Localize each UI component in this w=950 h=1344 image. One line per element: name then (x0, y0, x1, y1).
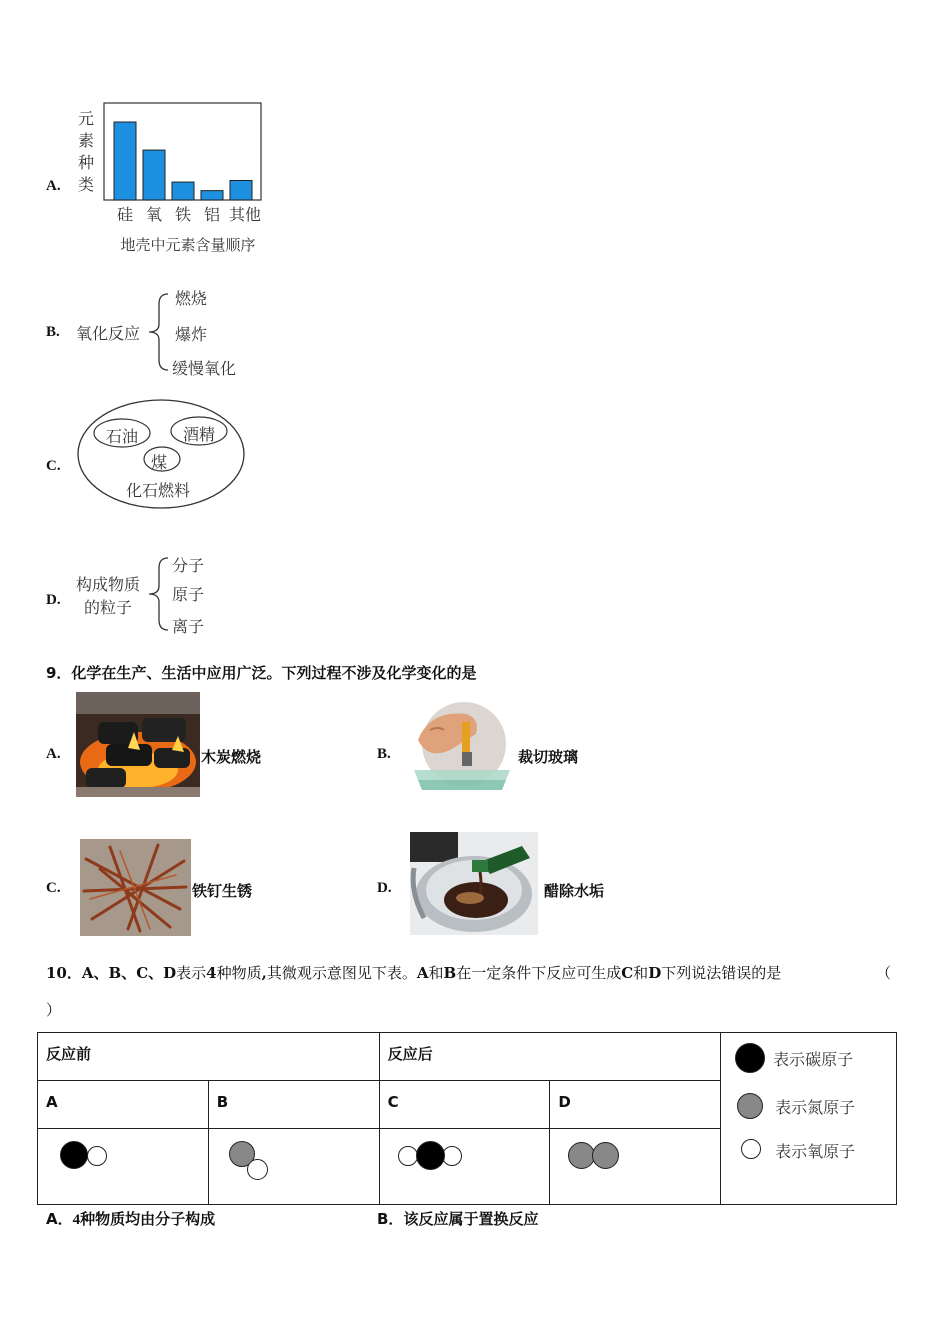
q8-option-a-letter: A. (46, 178, 61, 194)
molecule-d-cell (550, 1129, 721, 1205)
oxygen-atom-icon (398, 1146, 418, 1166)
brace-d-item-3: 离子 (172, 617, 205, 636)
q10-stem-part-12: 和 (633, 964, 649, 982)
nitrogen-atom-icon (568, 1142, 595, 1169)
bar-3 (201, 191, 223, 200)
x-tick-label-3: 铝 (203, 205, 221, 224)
q10-stem-part-5: , (261, 964, 267, 982)
bar-0 (114, 122, 136, 200)
molecule-b-cell (208, 1129, 379, 1205)
legend-oxygen: 表示氧原子 (775, 1142, 856, 1161)
particles-root-line2: 的粒子 (84, 598, 133, 617)
col-a-header: A (38, 1081, 209, 1129)
q10-option-a-num: 4 (72, 1212, 81, 1228)
q10-stem (46, 962, 896, 983)
nitrogen-atom-icon (592, 1142, 619, 1169)
brace-d (143, 554, 173, 636)
carbon-atom-icon (416, 1141, 445, 1170)
legend-carbon: 表示碳原子 (773, 1050, 854, 1069)
x-tick-label-1: 氧 (145, 205, 163, 224)
q10-stem-part-8: 和 (428, 964, 444, 982)
venn-item-coal: 煤 (151, 453, 168, 472)
q10-option-b-text: 该反应属于置换反应 (403, 1210, 539, 1228)
x-tick-label-0: 硅 (116, 205, 134, 224)
q10-option-a-letter: A． (46, 1210, 73, 1228)
x-tick-label-2: 铁 (174, 205, 192, 224)
q9-option-b-letter: B. (377, 746, 391, 762)
q9-option-a-letter: A. (46, 746, 61, 762)
vinegar-kettle-image (410, 832, 538, 935)
carbon-atom-icon (60, 1141, 88, 1169)
bar-1 (143, 150, 165, 200)
glass-cutting-image (410, 700, 516, 796)
brace-d-item-2: 原子 (172, 585, 205, 604)
brace-b (143, 290, 173, 375)
q8-option-d-letter: D. (46, 592, 61, 608)
bar-2 (172, 182, 194, 200)
bar-4 (230, 181, 252, 201)
q10-stem-part-2: 表示 (176, 964, 207, 982)
molecule-a-cell (38, 1129, 209, 1205)
q10-stem-part-9: B (443, 964, 457, 982)
col-d-header: D (550, 1081, 721, 1129)
q10-stem-part-13: D (648, 964, 662, 982)
oxygen-atom-icon (247, 1159, 268, 1180)
col-c-header: C (379, 1081, 550, 1129)
q10-option-a (46, 1208, 215, 1229)
brace-b-item-1: 燃烧 (175, 289, 208, 308)
q10-stem-part-7: A (416, 964, 429, 982)
header-before: 反应前 (38, 1033, 380, 1081)
q9-option-a-caption: 木炭燃烧 (201, 748, 262, 766)
q9-option-c-caption: 铁钉生锈 (192, 882, 253, 900)
nitrogen-atom-legend-icon (737, 1093, 763, 1119)
q9-stem: 9．化学在生产、生活中应用广泛。下列过程不涉及化学变化的是 (46, 664, 477, 682)
q10-stem-part-6: 其微观示意图见下表。 (266, 964, 417, 982)
q8-option-b-letter: B. (46, 324, 60, 340)
oxidation-root-label: 氧化反应 (76, 324, 141, 343)
rusty-nails-image (80, 839, 191, 936)
x-tick-label-4: 其他 (228, 205, 262, 224)
element-abundance-chart (100, 100, 275, 260)
q10-stem-part-14: 下列说法错误的是 (661, 964, 782, 982)
chart-y-label: 元素种类 (78, 109, 95, 194)
q10-stem-part-11: C (621, 964, 634, 982)
brace-d-item-1: 分子 (172, 556, 205, 575)
oxygen-atom-icon (87, 1146, 107, 1166)
q10-stem-part-4: 种物质 (216, 964, 262, 982)
q9-option-c-letter: C. (46, 880, 61, 896)
q9-option-d-caption: 醋除水垢 (544, 882, 605, 900)
brace-b-item-3: 缓慢氧化 (172, 359, 237, 378)
particles-root-line1: 构成物质 (76, 575, 141, 594)
q10-option-b (377, 1208, 538, 1229)
legend-nitrogen: 表示氮原子 (775, 1098, 856, 1117)
q8-option-c-letter: C. (46, 458, 61, 474)
q9-option-b-caption: 裁切玻璃 (518, 748, 579, 766)
atom-legend (721, 1033, 897, 1205)
oxygen-atom-legend-icon (741, 1139, 761, 1159)
chart-x-label: 地壳中元素含量顺序 (120, 236, 256, 254)
q10-stem-part-1: A、B、C、D (81, 964, 177, 982)
carbon-atom-legend-icon (735, 1043, 765, 1073)
venn-outer-label: 化石燃料 (126, 481, 191, 500)
reaction-table (37, 1032, 897, 1205)
q10-stem-part-10: 在一定条件下反应可生成 (456, 964, 622, 982)
header-after: 反应后 (379, 1033, 721, 1081)
oxygen-atom-icon (442, 1146, 462, 1166)
burning-charcoal-image (76, 692, 200, 797)
q9-option-d-letter: D. (377, 880, 392, 896)
molecule-c-cell (379, 1129, 550, 1205)
q10-paren-open: （ (876, 964, 892, 982)
col-b-header: B (208, 1081, 379, 1129)
q10-stem-part-3: 4 (206, 964, 217, 982)
q10-option-b-letter: B． (377, 1210, 404, 1228)
q10-option-a-text: 种物质均由分子构成 (80, 1210, 216, 1228)
brace-b-item-2: 爆炸 (175, 325, 208, 344)
venn-item-oil: 石油 (106, 427, 139, 446)
q10-number: 10． (46, 964, 82, 982)
q10-paren-close: ） (46, 1001, 62, 1019)
venn-item-alcohol: 酒精 (183, 425, 216, 444)
